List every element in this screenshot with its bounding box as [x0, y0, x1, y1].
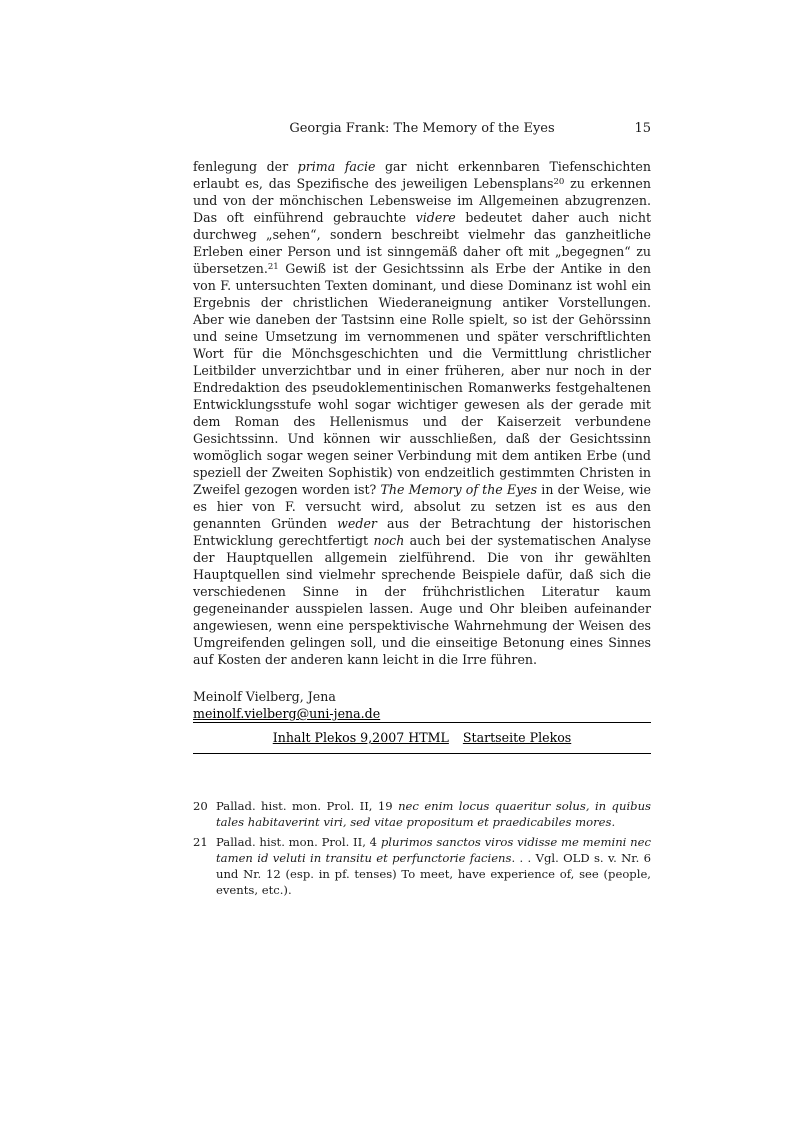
divider-bottom [193, 753, 651, 754]
author-name: Meinolf Vielberg, Jena [193, 689, 336, 704]
footnote-20 [193, 798, 651, 830]
author-email-link[interactable]: meinolf.vielberg@uni-jena.de [193, 706, 381, 721]
footnote-21 [193, 834, 651, 898]
inhalt-plekos-link[interactable]: Inhalt Plekos 9,2007 HTML [272, 730, 449, 745]
running-header-title: Georgia Frank: The Memory of the Eyes [289, 121, 555, 136]
footnotes-section [193, 798, 651, 902]
footnote-text: Pallad. hist. mon. Prol. II, 4 plurimos sanctos viros vidisse me memini nec tamen id veluti in transitu et perfunctorie faciens. . . Vgl. OLD s. v. Nr. 6 und Nr. 12 (esp. in pf. tenses) To meet, have experience of, see (people, events, etc.). [216, 835, 651, 897]
body-paragraph: fenlegung der prima facie gar nicht erkennbaren Tiefenschichten erlaubt es, das Spezifische des jeweiligen Lebensplans$^{20}$ zu erkennen und von der mönchischen Lebensweise im Allgemeinen abzugrenzen. Das oft einführend gebrauchte videre bedeutet daher auch nicht durchweg „sehen“, sondern beschreibt vielmehr das ganzheitliche Erleben einer Person und ist sinngemäß daher oft mit „begegnen“ zu übersetzen.$^{21}$ Gewiß ist der Gesichtssinn als Erbe der Antike in den von F. untersuchten Texten dominant, und diese Dominanz ist wohl ein Ergebnis der christlichen Wiederaneignung antiker Vorstellungen. Aber wie daneben der Tastsinn eine Rolle spielt, so ist der Gehörssinn und seine Umsetzung im vernommenen und später verschriftlichten Wort für die Mönchsgeschichten und die Vermittlung christlicher Leitbilder unverzichtbar und in einer früheren, aber nur noch in der Endredaktion des pseudoklementinischen Romanwerks festgehaltenen Entwicklungsstufe wohl sogar wichtiger gewesen als der gerade mit dem Roman des Hellenismus und der Kaiserzeit verbundene Gesichtssinn. Und können wir ausschließen, daß der Gesichtssinn womöglich sogar wegen seiner Verbindung mit dem antiken Erbe (und speziell der Zweiten Sophistik) von endzeitlich gestimmten Christen in Zweifel gezogen worden ist? The Memory of the Eyes in der Weise, wie es hier von F. versucht wird, absolut zu setzen ist es aus den genannten Gründen weder aus der Betrachtung der historischen Entwicklung gerechtfertigt noch auch bei der systematischen Analyse der Hauptquellen allgemein zielführend. Die von ihr gewählten Hauptquellen sind vielmehr sprechende Beispiele dafür, daß sich die verschiedenen Sinne in der frühchristlichen Literatur kaum gegeneinander ausspielen lassen. Auge und Ohr bleiben aufeinander angewiesen, wenn eine perspektivische Wahrnehmung der Weisen des Umgreifenden gelingen soll, und die einseitige Betonung eines Sinnes auf Kosten der anderen kann leicht in die Irre führen. [193, 159, 652, 667]
author-signature [193, 688, 651, 722]
footnote-number: 20 [193, 799, 208, 813]
footnote-number: 21 [193, 835, 208, 849]
page-number: 15 [634, 121, 651, 136]
footnote-text: Pallad. hist. mon. Prol. II, 19 nec enim locus quaeritur solus, in quibus tales habitaverint viri, sed vitae propositum et praedicabiles mores. [216, 799, 651, 829]
startseite-plekos-link[interactable]: Startseite Plekos [462, 730, 572, 745]
text-column [193, 120, 652, 897]
running-header [193, 120, 651, 137]
footer-nav [193, 723, 651, 753]
